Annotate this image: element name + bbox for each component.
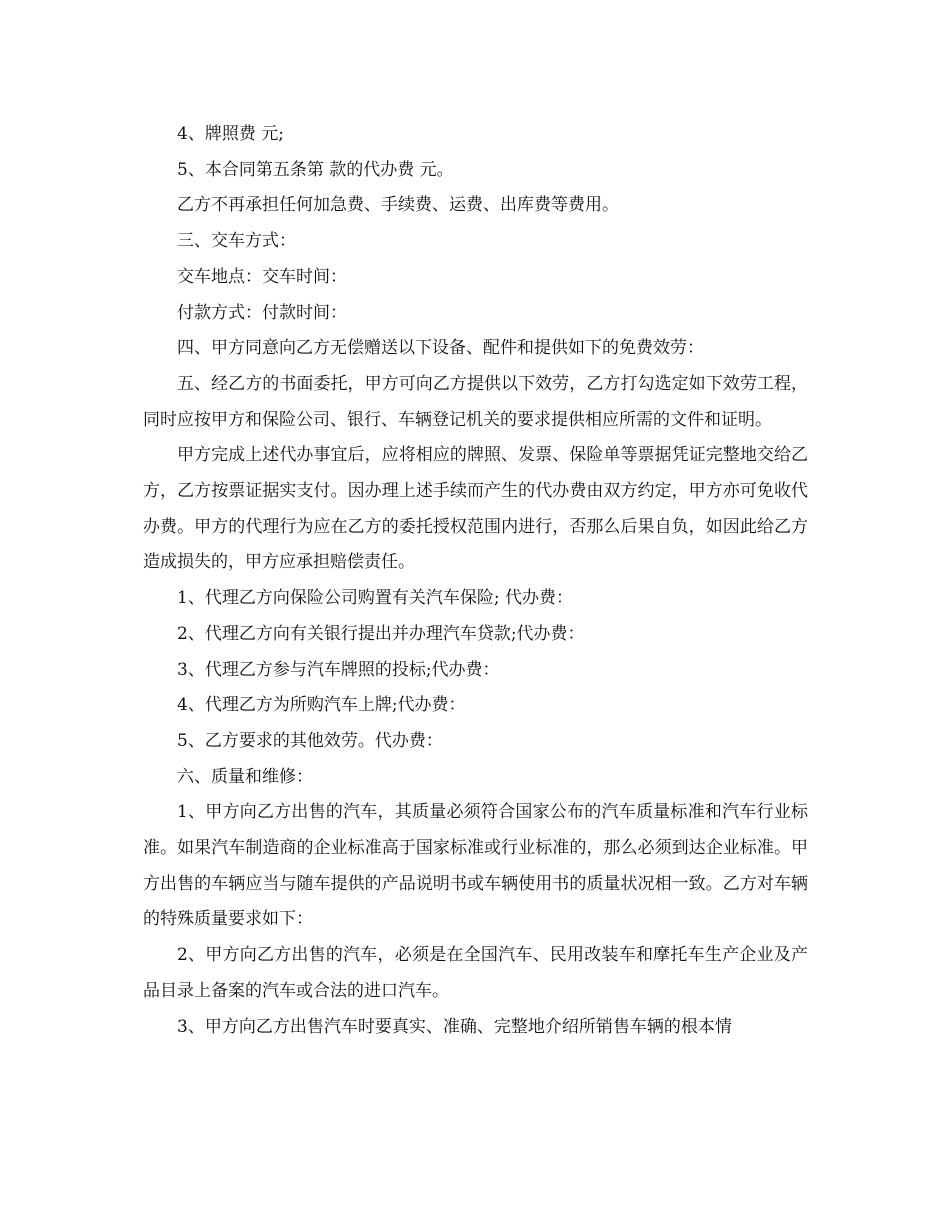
- paragraph-quality-standard: 1、甲方向乙方出售的汽车，其质量必须符合国家公布的汽车质量标准和汽车行业标准。如果汽车制造商的企业标准高于国家标准或行业标准的，那么必须到达企业标准。甲方出售的车辆应当与随车提供的产品说明书或车辆使用书的质量状况相一致。乙方对车辆的特殊质量要求如下：: [143, 802, 808, 930]
- paragraph-agency-terms: 甲方完成上述代办事宜后，应将相应的牌照、发票、保险单等票据凭证完整地交给乙方，乙方按票证据实支付。因办理上述手续而产生的代办费由双方约定，甲方亦可免收代办费。甲方的代理行为应在乙方的委托授权范围内进行，否那么后果自负，如因此给乙方造成损失的，甲方应承担赔偿责任。: [143, 445, 808, 573]
- section-heading-entrusted-services: 五、经乙方的书面委托，甲方可向乙方提供以下效劳，乙方打勾选定如下效劳工程，同时应按甲方和保险公司、银行、车辆登记机关的要求提供相应所需的文件和证明。: [143, 373, 808, 430]
- list-item-insurance: 1、代理乙方向保险公司购置有关汽车保险; 代办费：: [177, 588, 573, 609]
- paragraph-truthful-description: 3、甲方向乙方出售汽车时要真实、准确、完整地介绍所销售车辆的根本情: [177, 1016, 732, 1037]
- list-item-registration: 4、代理乙方为所购汽车上牌;代办费：: [177, 695, 466, 716]
- paragraph-payment-method-time: 付款方式：付款时间：: [177, 302, 347, 323]
- paragraph-license-fee: 4、牌照费 元;: [177, 124, 284, 144]
- paragraph-no-extra-fees: 乙方不再承担任何加急费、手续费、运费、出库费等费用。: [177, 195, 619, 216]
- document-body: [143, 117, 808, 1045]
- list-item-loan: 2、代理乙方向有关银行提出并办理汽车贷款;代办费：: [177, 623, 585, 644]
- paragraph-delivery-place-time: 交车地点：交车时间：: [177, 266, 347, 287]
- list-item-plate-bidding: 3、代理乙方参与汽车牌照的投标;代办费：: [177, 659, 500, 680]
- paragraph-registered-vehicle: 2、甲方向乙方出售的汽车，必须是在全国汽车、民用改装车和摩托车生产企业及产品目录上备案的汽车或合法的进口汽车。: [143, 945, 808, 1001]
- section-heading-quality: 六、质量和维修：: [177, 766, 313, 787]
- paragraph-agency-fee: 5、本合同第五条第 款的代办费 元。: [177, 159, 454, 180]
- section-heading-delivery: 三、交车方式：: [177, 231, 296, 252]
- section-heading-free-items: 四、甲方同意向乙方无偿赠送以下设备、配件和提供如下的免费效劳：: [177, 338, 704, 359]
- list-item-other-services: 5、乙方要求的其他效劳。代办费：: [177, 730, 443, 751]
